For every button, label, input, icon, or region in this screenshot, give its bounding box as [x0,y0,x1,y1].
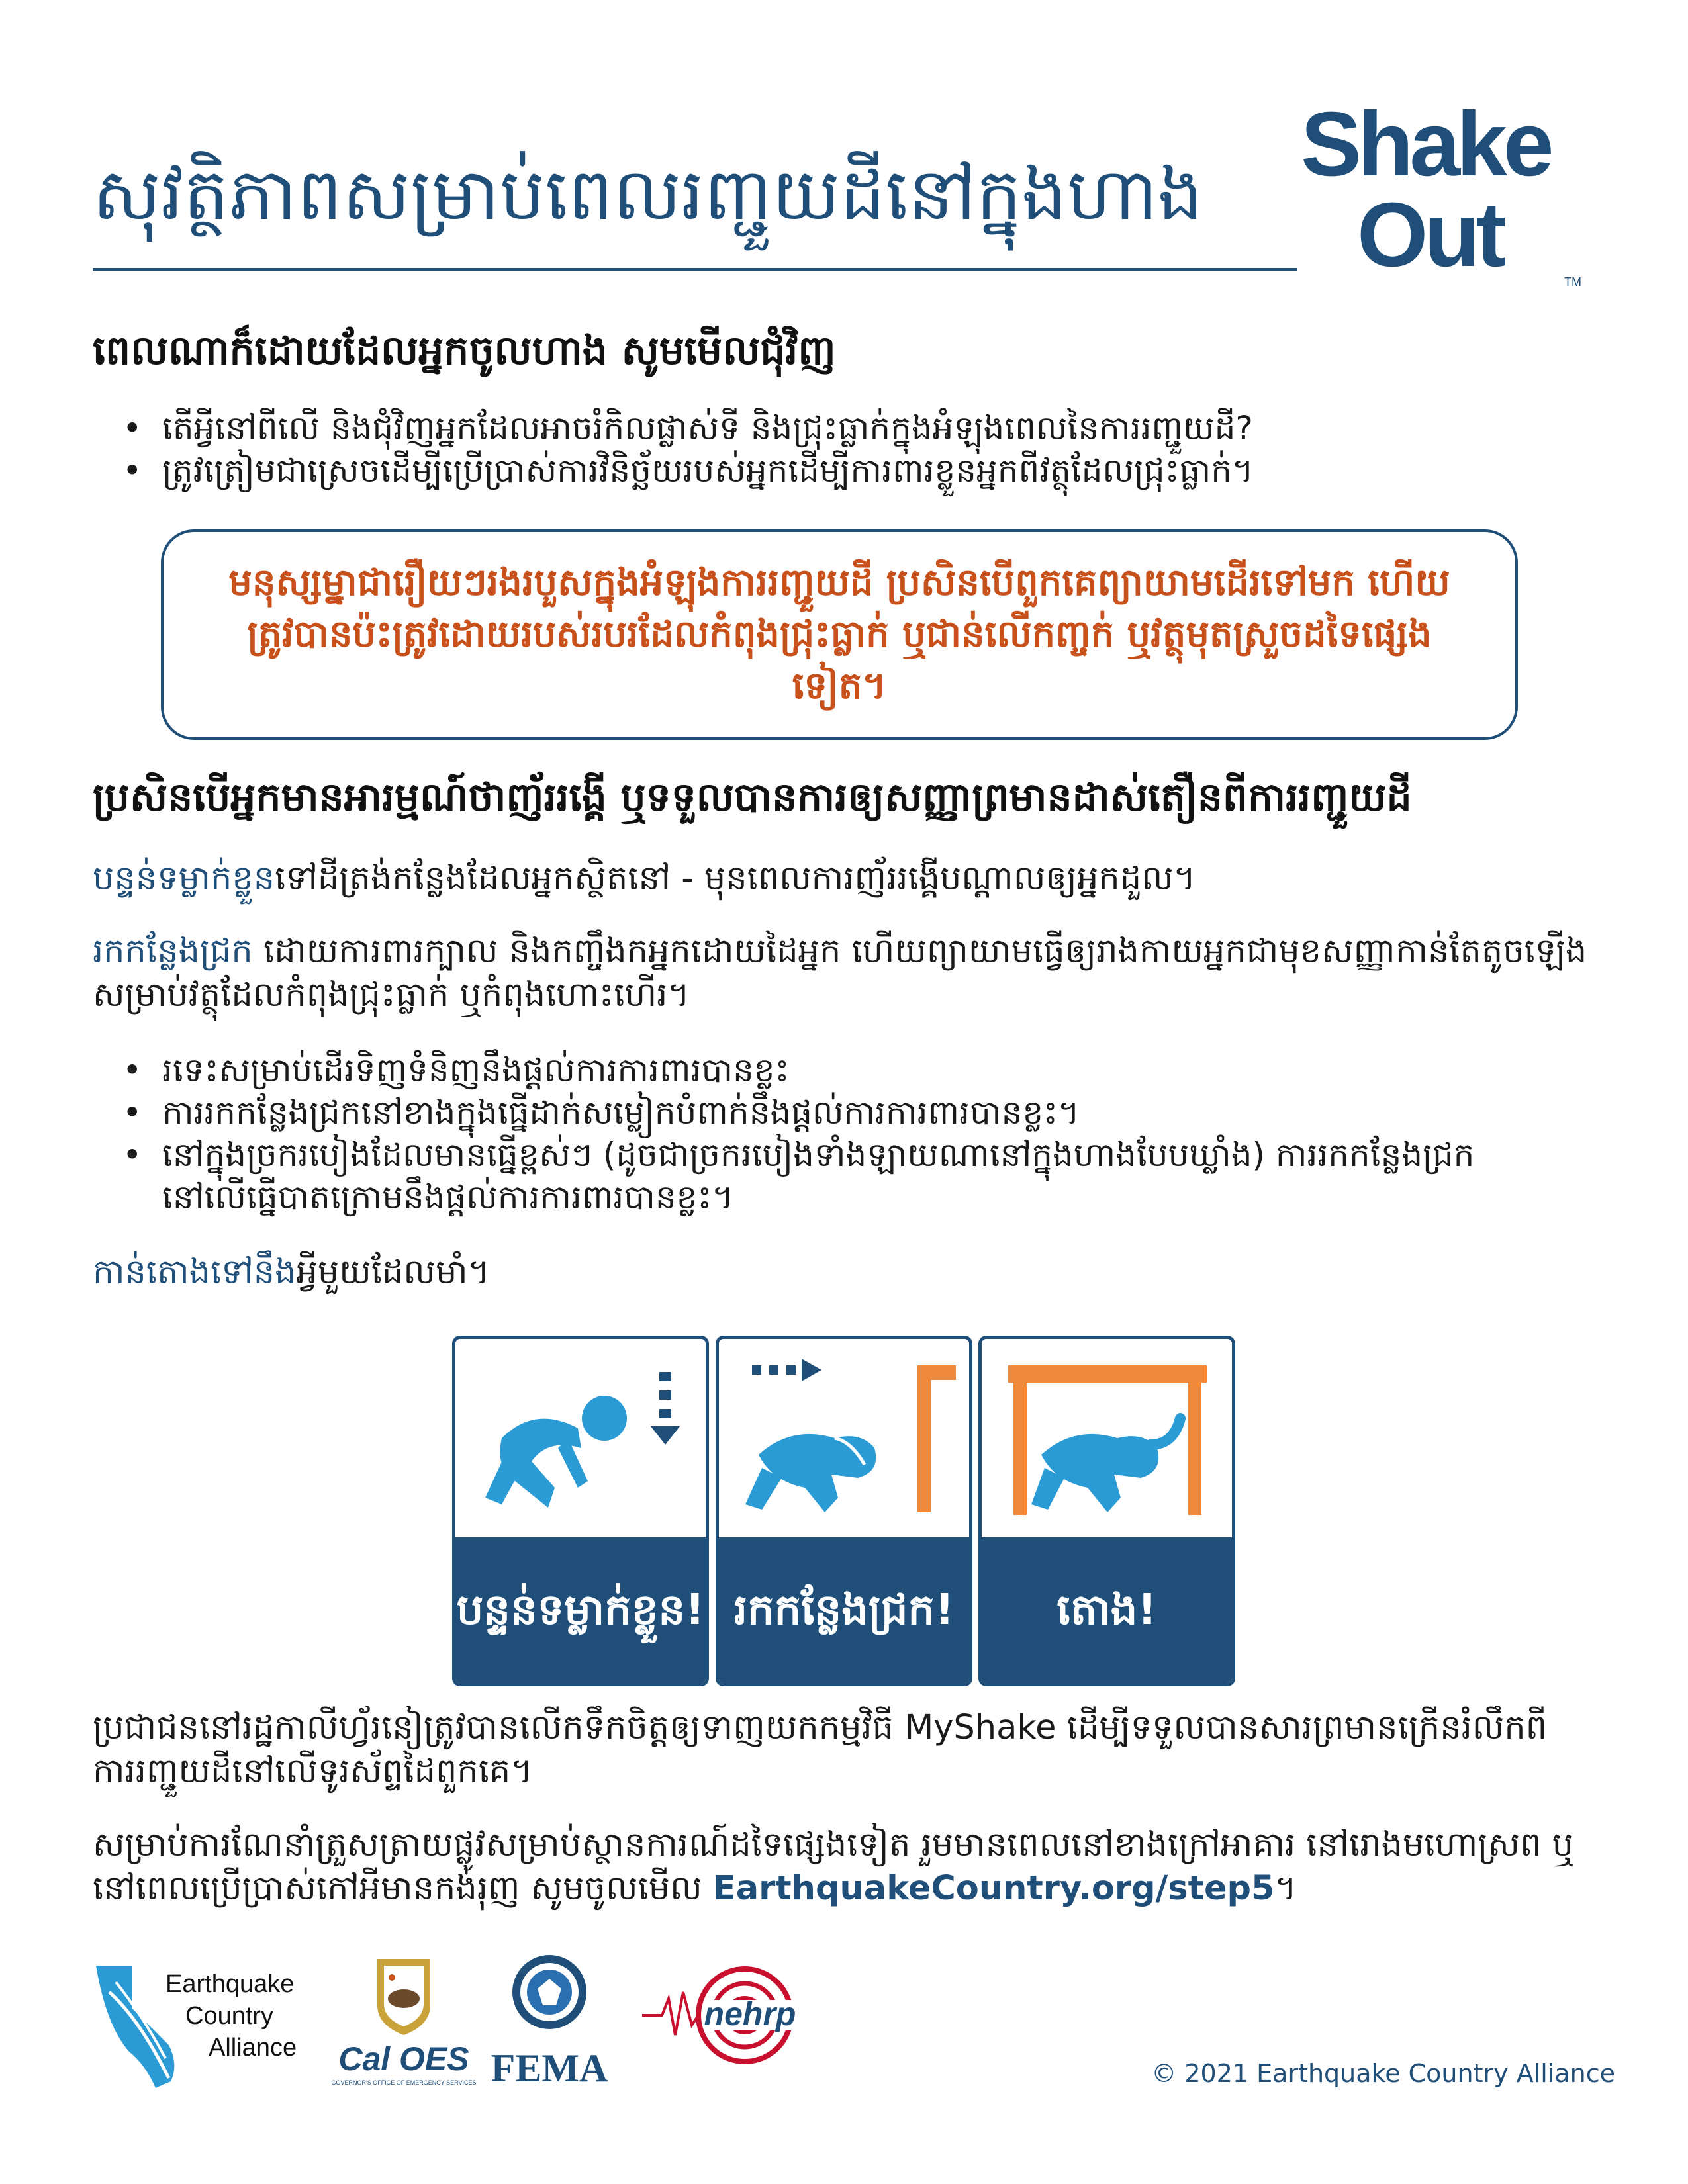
title-divider [93,268,1297,271]
callout-text: មនុស្សម្នាជារឿយៗរងរបួសក្នុងអំឡុងការរញ្ជួយដី ប្រសិនបើពួកគេព្យាយាមដើរទៅមក ហើយត្រូវបានប៉ះត្រូវដោយរបស់របរដែលកំពុងជ្រុះធ្លាក់ ឬជាន់លើកញ្ចក់ ឬវត្ថុមុតស្រួចដទៃផ្សេងទៀត។ [228,561,1450,707]
hold-label: តោង! [1056,1586,1157,1635]
caloes-wordmark: Cal OES [338,2040,469,2077]
drop-figure-icon [455,1339,706,1537]
section-heading-if-shaking: ប្រសិនបើអ្នកមានអារម្មណ៍ថាញ័ររង្គើ ឬទទួលបានការឲ្យសញ្ញាព្រមានដាស់តឿនពីការរញ្ជួយដី [93,774,1412,821]
cover-lead: រកកន្លែងជ្រក [93,932,253,971]
step5-link[interactable]: EarthquakeCountry.org/step5 [712,1869,1275,1908]
cover-tips-list [93,1049,1615,1218]
section-heading-look-around: ពេលណាក៏ដោយដែលអ្នកចូលហាង សូមមើលជុំវិញ [93,328,836,374]
list-item: • រទេះសម្រាប់ដើរទិញទំនិញនឹងផ្តល់ការការពារបានខ្លះ [93,1049,1615,1091]
hold-figure-icon [982,1339,1232,1537]
hold-lead: កាន់តោងទៅនឹង [93,1253,297,1292]
myshake-paragraph: ប្រជាជននៅរដ្ឋកាលីហ្វ័រនៀត្រូវបានលើកទឹកចិត្តឲ្យទាញយកកម្មវិធី MyShake ដើម្បីទទួលបានសារព្រមានក្រើនរំលឹកពីការរញ្ជួយដីនៅលើទូរស័ព្ទដៃពួកគេ។ [93,1708,1548,1791]
guidance-paragraph [93,1823,1615,1911]
eca-line1: Earthquake [165,1970,295,1998]
eca-logo [96,1966,297,2088]
warning-callout [161,529,1518,740]
list-item: • នៅក្នុងច្រករបៀងដែលមានធ្នើខ្ពស់ៗ (ដូចជាច្រករបៀងទាំងឡាយណានៅក្នុងហាងបែបឃ្លាំង) ការរកកន្លែងជ្រកនៅលើធ្នើបាតក្រោមនឹងផ្តល់ការការពារបានខ្លះ។ [93,1134,1615,1218]
drop-paragraph [93,857,1615,901]
drop-label-band [455,1537,706,1683]
list-item: • តើអ្វីនៅពីលើ និងជុំវិញអ្នកដែលអាចរំកិលផ្លាស់ទី និងជ្រុះធ្លាក់ក្នុងអំឡុងពេលនៃការរញ្ជួយដី? [93,407,1602,449]
eca-line3: Alliance [209,2034,297,2062]
fema-logo [491,1955,608,2090]
guidance-text: សម្រាប់ការណែនាំត្រួសត្រាយផ្លូវសម្រាប់ស្ថានការណ៍ដទៃផ្សេងទៀត រួមមានពេលនៅខាងក្រៅអាគារ នៅរោងមហោស្រព ឬនៅពេលប្រើប្រាស់កៅអីមានកង់រុញ សូមចូលមើល [93,1825,1574,1908]
fema-wordmark: FEMA [491,2046,608,2090]
list-item: • ការរកកន្លែងជ្រកនៅខាងក្នុងធ្នើដាក់សម្លៀកបំពាក់នឹងផ្តល់ការការពារបានខ្លះ។ [93,1091,1615,1134]
list-item: • ត្រូវត្រៀមជាស្រេចដើម្បីប្រើប្រាស់ការវិនិច្ឆ័យរបស់អ្នកដើម្បីការពារខ្លួនអ្នកពីវត្ថុដែលជ្រុះធ្លាក់។ [93,449,1602,492]
hold-panel [978,1336,1235,1686]
hold-label-band [982,1537,1232,1683]
drop-panel [452,1336,709,1686]
look-around-list [93,407,1602,492]
nehrp-logo [642,1969,796,2062]
cover-figure-icon [719,1339,969,1537]
hold-paragraph [93,1251,1615,1295]
drop-label: បន្ទន់ទម្លាក់ខ្លួន! [456,1586,705,1635]
cover-label-band [719,1537,969,1683]
caloes-sub: GOVERNOR'S OFFICE OF EMERGENCY SERVICES [331,2079,477,2086]
nehrp-wordmark: nehrp [704,1995,796,2032]
shakeout-logo [1294,93,1592,291]
guidance-end: ។ [1274,1869,1297,1908]
logo-tm: TM [1564,275,1581,289]
cover-text: ដោយការពារក្បាល និងកញ្ចឹងកអ្នកដោយដៃអ្នក ហើយព្យាយាមធ្វើឲ្យរាងកាយអ្នកជាមុខសញ្ញាកាន់តែតូចឡើងសម្រាប់វត្ថុដែលកំពុងជ្រុះធ្លាក់ ឬកំពុងហោះហើរ។ [93,932,1587,1015]
partner-logos [93,1952,834,2118]
cover-label: រកកន្លែងជ្រក! [733,1586,955,1635]
cover-panel [716,1336,972,1686]
logo-out-text: Out [1357,184,1503,286]
hold-text: អ្វីមួយដែលមាំ។ [296,1253,491,1292]
cover-paragraph [93,930,1615,1017]
eca-line2: Country [185,2002,274,2030]
logo-shake-text: Shake [1301,93,1550,195]
caloes-logo [332,1959,477,2086]
copyright: © 2021 Earthquake Country Alliance [1151,2059,1615,2088]
page-title: សុវត្ថិភាពសម្រាប់ពេលរញ្ជួយដីនៅក្នុងហាង [93,154,1203,236]
drop-lead: បន្ទន់ទម្លាក់ខ្លួន [93,859,275,898]
drop-text: ទៅដីត្រង់កន្លែងដែលអ្នកស្ថិតនៅ - មុនពេលការញ័ររង្គើបណ្ដាលឲ្យអ្នកដួល។ [275,859,1196,898]
